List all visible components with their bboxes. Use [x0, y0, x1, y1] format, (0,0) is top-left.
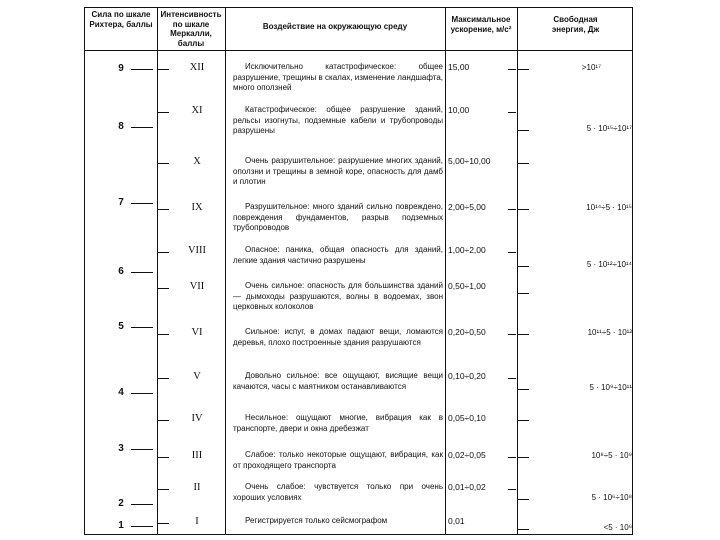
- energy-tick: [517, 529, 529, 530]
- acceleration-value: 5,00÷10,00: [448, 156, 491, 166]
- mercalli-value: II: [193, 482, 201, 493]
- richter-tick: [131, 272, 153, 273]
- effect-description: Очень сильное: опасность для большинства зданий — дымоходы разрушаются, волны в водоемах, звон церковных колоколов: [233, 281, 443, 311]
- acceleration-value: 2,00÷5,00: [448, 202, 486, 212]
- mercalli-tick: [157, 523, 169, 524]
- acceleration-tick: [508, 112, 516, 113]
- mercalli-tick: [157, 489, 169, 490]
- mercalli-tick: [157, 252, 169, 253]
- acceleration-value: 0,05÷0,10: [448, 413, 486, 423]
- effect-description: Катастрофическое: общее разрушение зданий, рельсы изогнуты, подземные кабели и трубопроводы разрушены: [233, 105, 443, 135]
- header-acceleration: Максимальное ускорение, м/с²: [450, 15, 512, 34]
- richter-tick: [131, 393, 153, 394]
- energy-tick: [517, 163, 529, 164]
- column-divider: [517, 8, 518, 534]
- energy-tick: [517, 389, 529, 390]
- energy-value: 5 · 10¹²÷10¹⁴: [586, 260, 632, 269]
- energy-value: 5 · 10⁶÷10⁸: [591, 493, 632, 502]
- effect-description: Довольно сильное: все ощущают, висящие вещи качаются, часы с маятником останавливаются: [233, 371, 443, 391]
- richter-tick: [131, 69, 153, 70]
- acceleration-tick: [508, 489, 516, 490]
- mercalli-value: III: [191, 450, 203, 461]
- effect-description: Разрушительное: много зданий сильно повреждено, повреждения фундаментов, разрыв подземных трубопроводов: [233, 202, 443, 232]
- richter-value: 1: [118, 520, 124, 531]
- effect-description: Слабое: только некоторые ощущают, вибрация, как от проходящего транспорта: [233, 450, 443, 470]
- energy-value: <5 · 10⁶: [603, 523, 632, 532]
- richter-value: 5: [118, 321, 124, 332]
- header-richter: Сила по шкале Рихтера, баллы: [89, 10, 153, 29]
- mercalli-tick: [157, 112, 169, 113]
- mercalli-tick: [157, 334, 169, 335]
- richter-value: 2: [118, 498, 124, 509]
- mercalli-tick: [157, 288, 169, 289]
- richter-value: 3: [118, 443, 124, 454]
- richter-value: 7: [118, 197, 124, 208]
- acceleration-value: 0,20÷0,50: [448, 327, 486, 337]
- acceleration-value: 1,00÷2,00: [448, 245, 486, 255]
- effect-description: Опасное: паника, общая опасность для зданий, легкие здания частично разрушены: [233, 245, 443, 265]
- effect-description: Исключительно катастрофическое: общее разрушение, трещины в скалах, изменение ландшафта, много оползней: [233, 62, 443, 92]
- mercalli-tick: [157, 420, 169, 421]
- acceleration-value: 10,00: [448, 105, 470, 115]
- energy-tick: [517, 420, 529, 421]
- energy-tick: [517, 457, 529, 458]
- richter-tick: [131, 203, 153, 204]
- column-divider: [157, 8, 158, 534]
- energy-tick: [517, 209, 529, 210]
- acceleration-value: 0,01÷0,02: [448, 482, 486, 492]
- energy-tick: [517, 130, 529, 131]
- richter-value: 4: [118, 387, 124, 398]
- richter-tick: [131, 449, 153, 450]
- energy-tick: [517, 334, 529, 335]
- column-divider: [445, 8, 446, 534]
- energy-value: 10⁸÷5 · 10⁹: [591, 451, 632, 460]
- richter-tick: [131, 127, 153, 128]
- acceleration-tick: [508, 378, 516, 379]
- effect-description: Регистрируется только сейсмографом: [245, 516, 388, 525]
- mercalli-tick: [157, 69, 169, 70]
- acceleration-value: 15,00: [448, 62, 470, 72]
- mercalli-value: XI: [191, 105, 203, 116]
- header-effect: Воздействие на окружающую среду: [262, 22, 408, 31]
- mercalli-value: XII: [189, 62, 205, 73]
- header-divider: [85, 50, 632, 51]
- energy-value: 5 · 10¹⁵÷10¹⁷: [586, 124, 632, 133]
- richter-value: 6: [118, 266, 124, 277]
- seismic-intensity-table: [84, 7, 633, 535]
- acceleration-value: 0,50÷1,00: [448, 281, 486, 291]
- effect-description: Очень слабое: чувствуется только при очень хороших условиях: [233, 482, 443, 502]
- energy-tick: [517, 293, 529, 294]
- acceleration-tick: [508, 457, 516, 458]
- richter-tick: [131, 526, 153, 527]
- acceleration-tick: [508, 334, 516, 335]
- acceleration-value: 0,01: [448, 516, 465, 526]
- acceleration-value: 0,10÷0,20: [448, 371, 486, 381]
- mercalli-tick: [157, 209, 169, 210]
- energy-tick: [517, 266, 529, 267]
- energy-value: 5 · 10⁹÷10¹¹: [589, 383, 632, 392]
- mercalli-value: VI: [191, 327, 203, 338]
- energy-value: 10¹¹÷5 · 10¹²: [587, 328, 632, 337]
- mercalli-value: X: [193, 156, 201, 167]
- mercalli-value: IX: [191, 202, 203, 213]
- richter-tick: [131, 504, 153, 505]
- mercalli-value: VII: [189, 281, 205, 292]
- effect-description: Сильное: испуг, в домах падают вещи, ломаются деревья, плохо построенные здания разрушаются: [233, 327, 443, 347]
- mercalli-tick: [157, 378, 169, 379]
- energy-value: 10¹⁴÷5 · 10¹⁵: [586, 203, 632, 212]
- richter-value: 8: [118, 121, 124, 132]
- column-divider: [225, 8, 226, 534]
- richter-tick: [131, 327, 153, 328]
- header-mercalli: Интенсивность по шкале Меркалли, баллы: [160, 10, 222, 48]
- energy-value: >10¹⁷: [581, 63, 601, 72]
- richter-value: 9: [118, 63, 124, 74]
- header-energy: Свободная энергия, Дж: [551, 15, 600, 34]
- mercalli-tick: [157, 163, 169, 164]
- acceleration-value: 0,02÷0,05: [448, 450, 486, 460]
- mercalli-value: I: [195, 516, 199, 527]
- energy-tick: [517, 69, 529, 70]
- mercalli-value: VIII: [187, 245, 207, 256]
- effect-description: Очень разрушительное: разрушение многих зданий, оползни и трещины в земной коре, опасность для дамб и плотин: [233, 156, 443, 186]
- acceleration-tick: [508, 252, 516, 253]
- acceleration-tick: [508, 69, 516, 70]
- mercalli-value: IV: [191, 413, 203, 424]
- effect-description: Несильное: ощущают многие, вибрация как в транспорте, двери и окна дребезжат: [233, 413, 443, 433]
- mercalli-tick: [157, 457, 169, 458]
- mercalli-value: V: [193, 371, 201, 382]
- acceleration-tick: [508, 209, 516, 210]
- energy-tick: [517, 499, 529, 500]
